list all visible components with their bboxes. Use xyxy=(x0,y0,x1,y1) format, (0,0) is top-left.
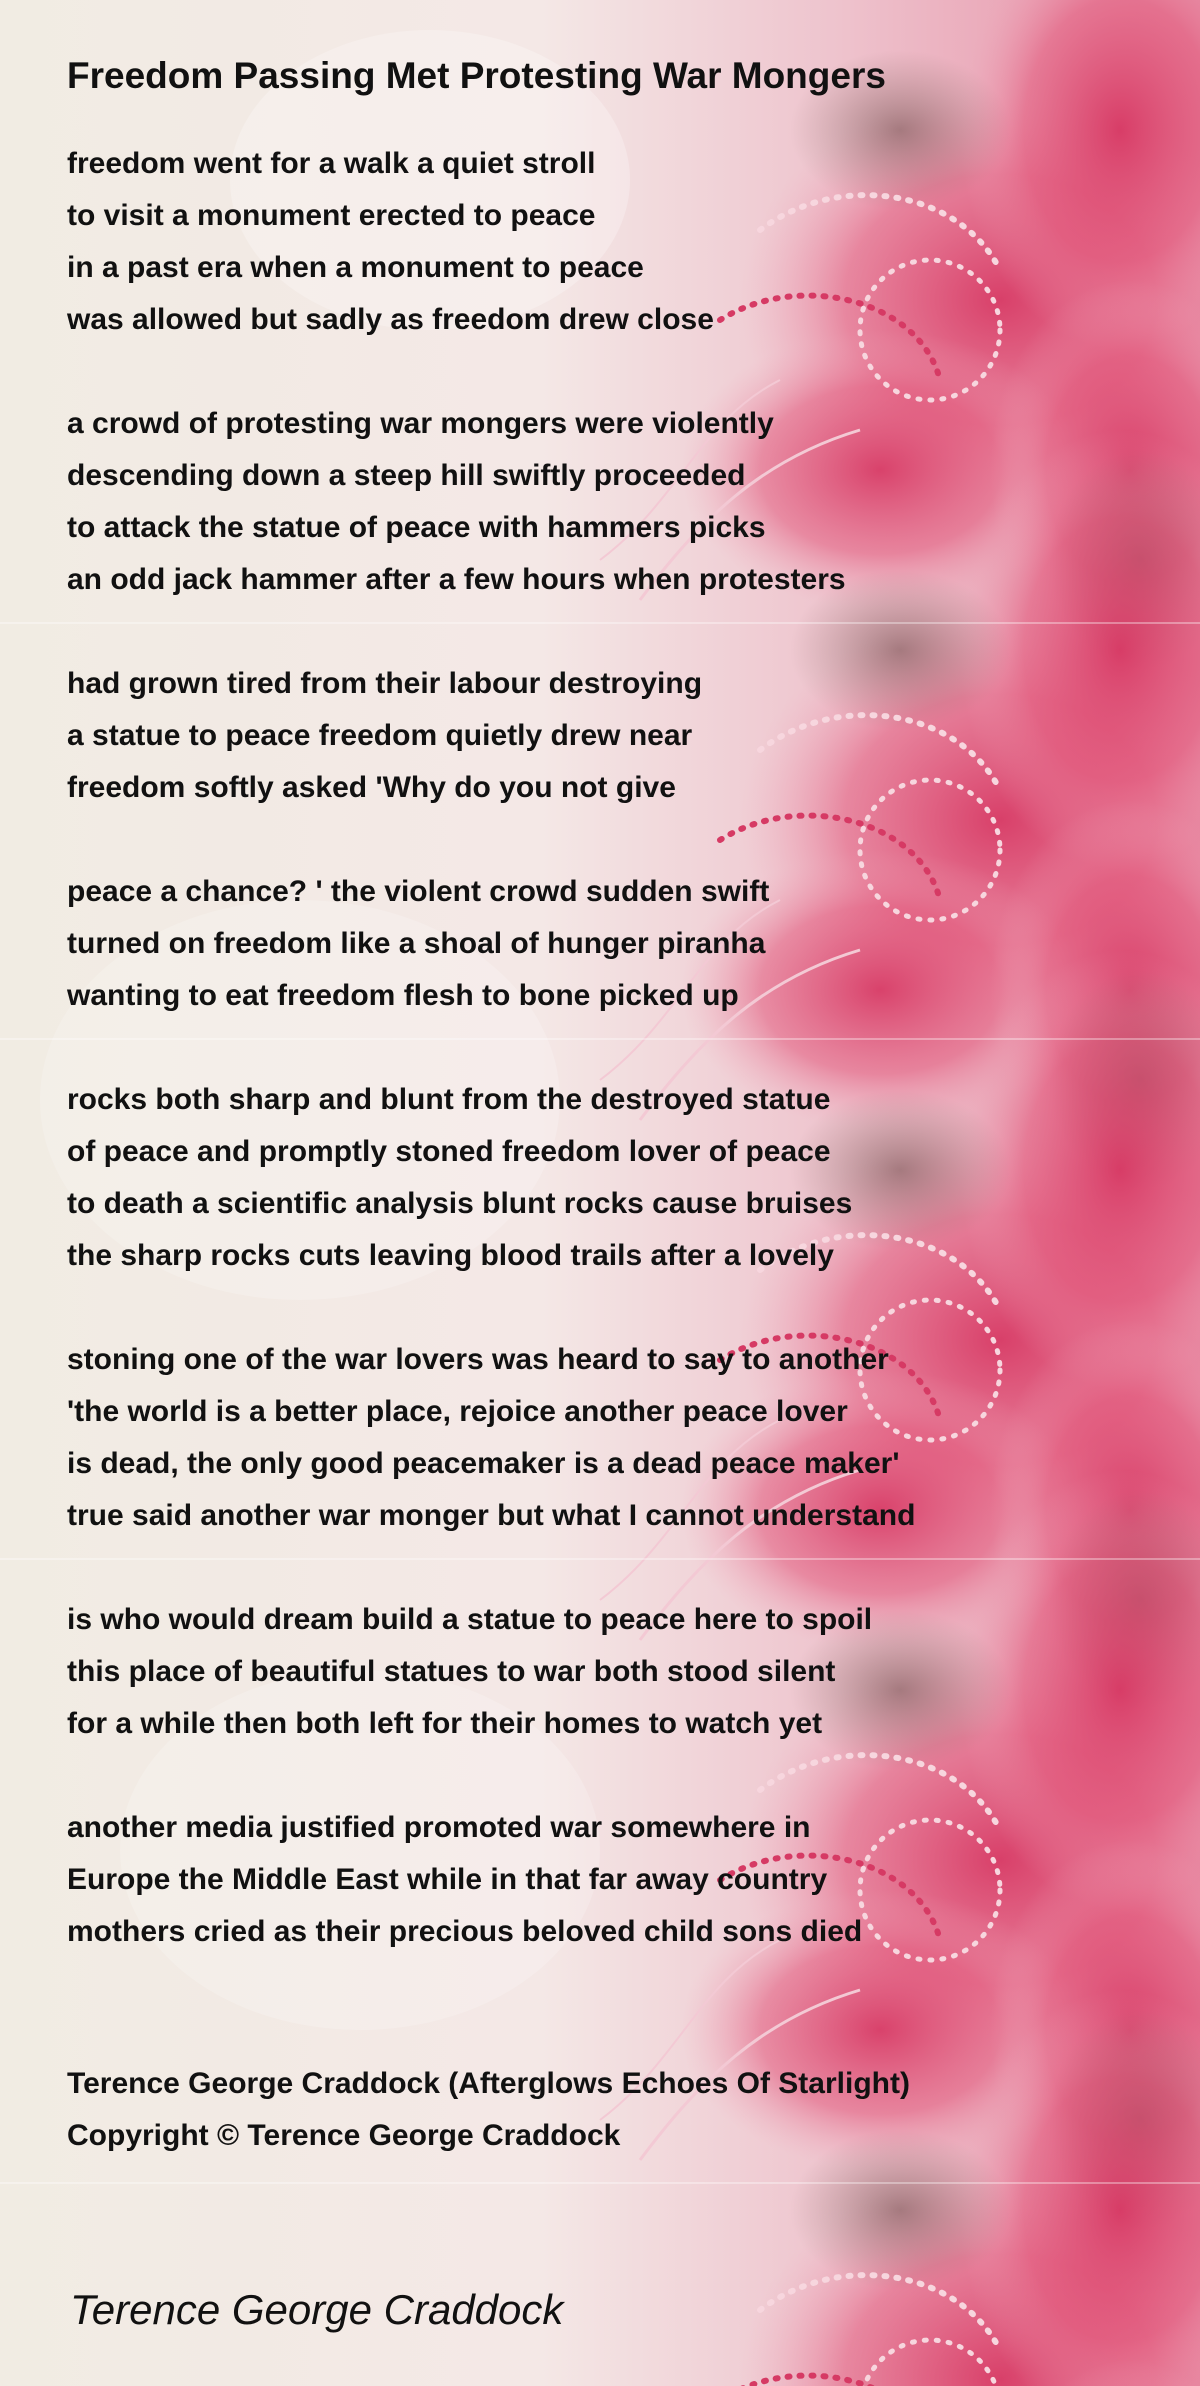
poem-line: is who would dream build a statue to peace here to spoil xyxy=(67,1603,873,1636)
poem-line: to attack the statue of peace with hammers picks xyxy=(67,511,766,544)
poem-line: is dead, the only good peacemaker is a dead peace maker' xyxy=(67,1447,900,1480)
stanza-5 xyxy=(67,1074,1127,1282)
poem-line: descending down a steep hill swiftly proceeded xyxy=(67,459,746,492)
poem-line: of peace and promptly stoned freedom lover of peace xyxy=(67,1135,831,1168)
poem-line: to death a scientific analysis blunt rocks cause bruises xyxy=(67,1187,853,1220)
author-signature: Terence George Craddock xyxy=(70,2286,564,2333)
poem-line: this place of beautiful statues to war both stood silent xyxy=(67,1655,836,1688)
poem-container xyxy=(67,52,1127,2162)
poem-line: in a past era when a monument to peace xyxy=(67,251,644,284)
poem-line: to visit a monument erected to peace xyxy=(67,199,596,232)
poem-line: true said another war monger but what I cannot understand xyxy=(67,1499,916,1532)
stanza-6 xyxy=(67,1334,1127,1542)
poem-line: turned on freedom like a shoal of hunger piranha xyxy=(67,927,766,960)
poem-line: peace a chance? ' the violent crowd sudden swift xyxy=(67,875,770,908)
poem-line: a statue to peace freedom quietly drew near xyxy=(67,719,693,752)
stanza-8 xyxy=(67,1802,1127,1958)
poem-line: rocks both sharp and blunt from the destroyed statue xyxy=(67,1083,831,1116)
section-divider xyxy=(0,2182,1200,2184)
poem-line: a crowd of protesting war mongers were violently xyxy=(67,407,774,440)
poem-attribution: Terence George Craddock (Afterglows Echoes Of Starlight) xyxy=(67,2067,910,2100)
poem-line: Europe the Middle East while in that far away country xyxy=(67,1863,828,1896)
poem-title: Freedom Passing Met Protesting War Mongers xyxy=(67,55,886,96)
stanza-1 xyxy=(67,138,1127,346)
stanza-3 xyxy=(67,658,1127,814)
poem-line: another media justified promoted war somewhere in xyxy=(67,1811,811,1844)
poem-line: an odd jack hammer after a few hours when protesters xyxy=(67,563,846,596)
poem-line: freedom went for a walk a quiet stroll xyxy=(67,147,596,180)
poem-line: had grown tired from their labour destroying xyxy=(67,667,703,700)
poem-line: the sharp rocks cuts leaving blood trails after a lovely xyxy=(67,1239,834,1272)
poem-line: stoning one of the war lovers was heard to say to another xyxy=(67,1343,889,1376)
stanza-7 xyxy=(67,1594,1127,1750)
copyright-notice: Copyright © Terence George Craddock xyxy=(67,2119,621,2152)
stanza-4 xyxy=(67,866,1127,1022)
poem-line: 'the world is a better place, rejoice another peace lover xyxy=(67,1395,848,1428)
poem-footer xyxy=(67,2058,1127,2162)
poem-line: freedom softly asked 'Why do you not give xyxy=(67,771,676,804)
poem-line: wanting to eat freedom flesh to bone picked up xyxy=(67,979,739,1012)
poem-line: for a while then both left for their homes to watch yet xyxy=(67,1707,823,1740)
stanza-2 xyxy=(67,398,1127,606)
poem-line: mothers cried as their precious beloved child sons died xyxy=(67,1915,863,1948)
poem-line: was allowed but sadly as freedom drew close xyxy=(67,303,714,336)
